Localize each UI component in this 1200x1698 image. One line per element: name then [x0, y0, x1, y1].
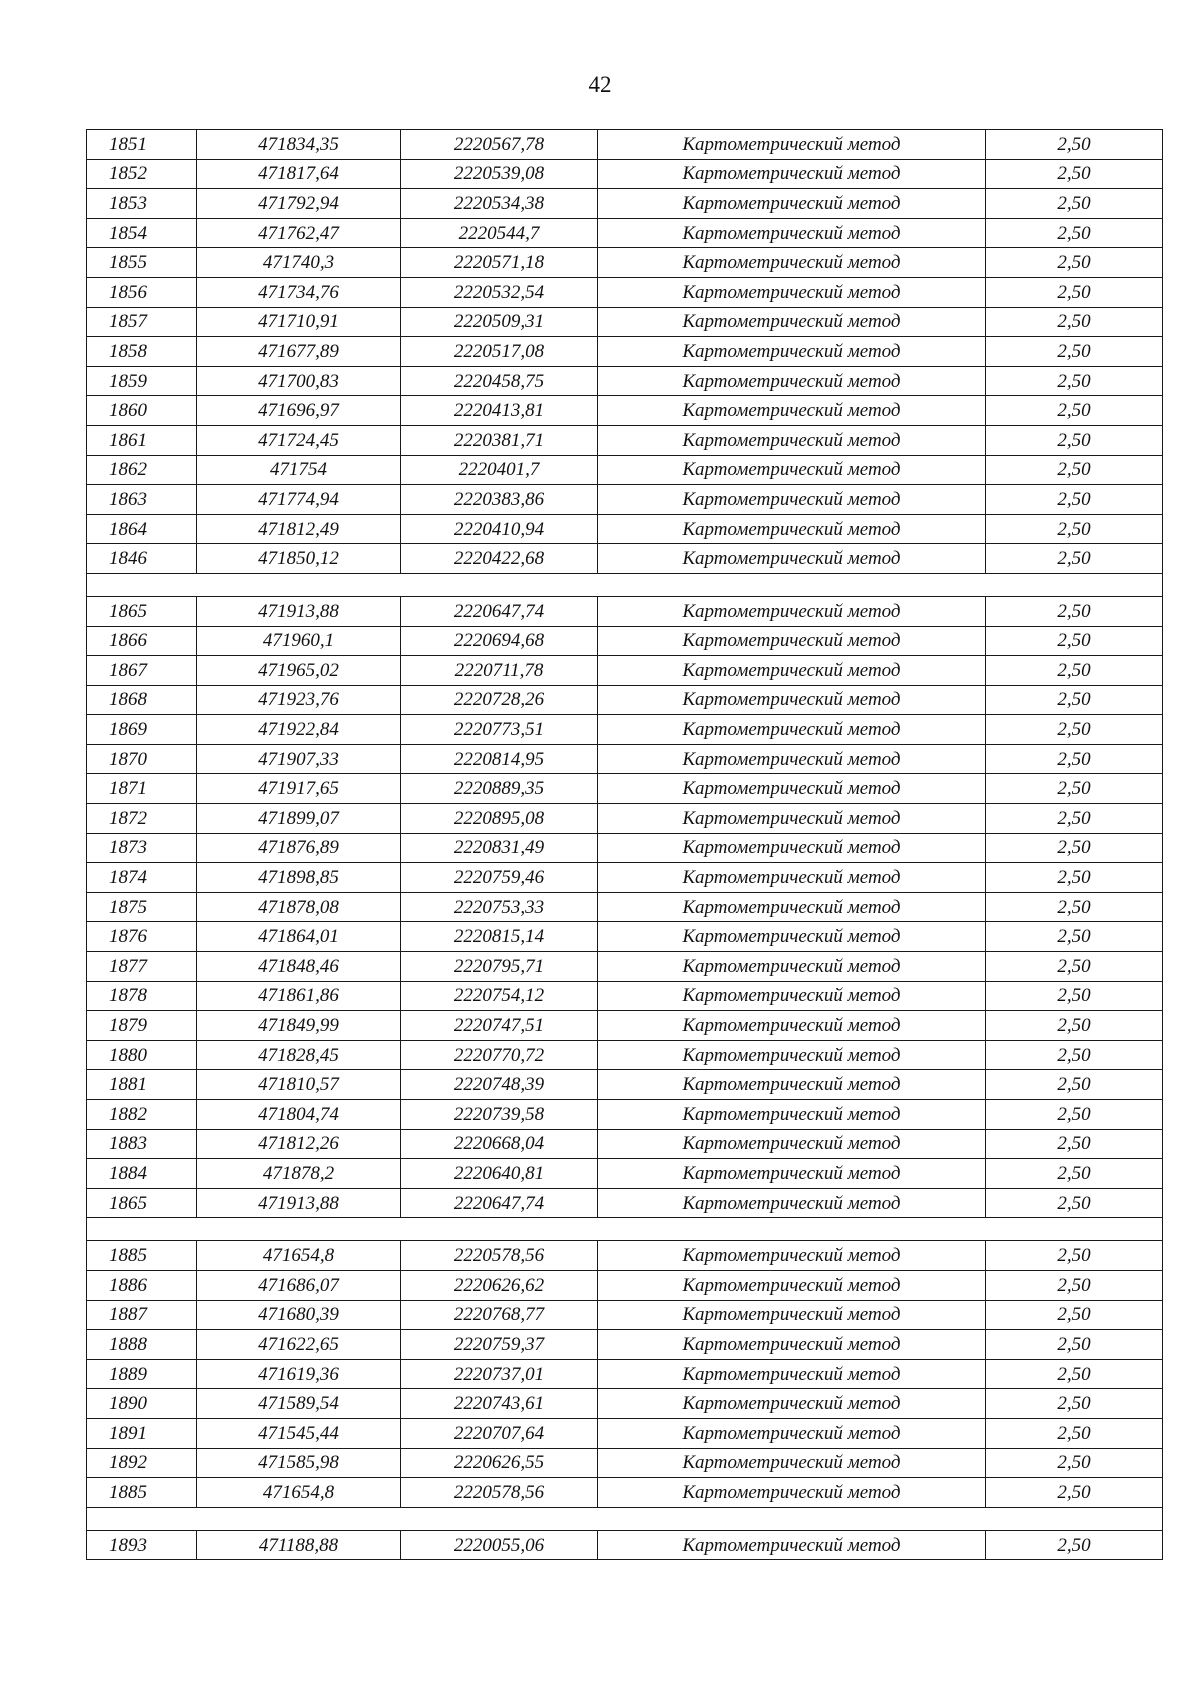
- method-cell: Картометрический метод: [598, 396, 986, 426]
- method-cell: Картометрический метод: [598, 1270, 986, 1300]
- accuracy-cell: 2,50: [986, 514, 1163, 544]
- table-row: [87, 514, 1163, 544]
- x-coordinate-cell: 471850,12: [197, 544, 401, 574]
- table-row: [87, 1330, 1163, 1360]
- y-coordinate-cell: 2220753,33: [401, 892, 598, 922]
- accuracy-cell: 2,50: [986, 596, 1163, 626]
- method-cell: Картометрический метод: [598, 485, 986, 515]
- table-row: [87, 1070, 1163, 1100]
- x-coordinate-cell: 471878,2: [197, 1159, 401, 1189]
- point-number-cell: 1890: [87, 1389, 197, 1419]
- point-number-cell: 1863: [87, 485, 197, 515]
- x-coordinate-cell: 471898,85: [197, 863, 401, 893]
- point-number-cell: 1852: [87, 159, 197, 189]
- method-cell: Картометрический метод: [598, 1159, 986, 1189]
- method-cell: Картометрический метод: [598, 307, 986, 337]
- point-number-cell: 1864: [87, 514, 197, 544]
- table-row: [87, 1530, 1163, 1560]
- table-row: [87, 1100, 1163, 1130]
- accuracy-cell: 2,50: [986, 1159, 1163, 1189]
- accuracy-cell: 2,50: [986, 656, 1163, 686]
- x-coordinate-cell: 471654,8: [197, 1241, 401, 1271]
- accuracy-cell: 2,50: [986, 248, 1163, 278]
- x-coordinate-cell: 471680,39: [197, 1300, 401, 1330]
- accuracy-cell: 2,50: [986, 833, 1163, 863]
- table-row: [87, 1359, 1163, 1389]
- table-row: [87, 1389, 1163, 1419]
- accuracy-cell: 2,50: [986, 189, 1163, 219]
- y-coordinate-cell: 2220383,86: [401, 485, 598, 515]
- x-coordinate-cell: 471913,88: [197, 1188, 401, 1218]
- method-cell: Картометрический метод: [598, 337, 986, 367]
- y-coordinate-cell: 2220707,64: [401, 1418, 598, 1448]
- point-number-cell: 1875: [87, 892, 197, 922]
- x-coordinate-cell: 471907,33: [197, 744, 401, 774]
- contour-separator-row: [87, 1218, 1163, 1241]
- accuracy-cell: 2,50: [986, 455, 1163, 485]
- x-coordinate-cell: 471740,3: [197, 248, 401, 278]
- point-number-cell: 1884: [87, 1159, 197, 1189]
- method-cell: Картометрический метод: [598, 1389, 986, 1419]
- x-coordinate-cell: 471965,02: [197, 656, 401, 686]
- y-coordinate-cell: 2220567,78: [401, 130, 598, 160]
- method-cell: Картометрический метод: [598, 892, 986, 922]
- accuracy-cell: 2,50: [986, 626, 1163, 656]
- point-number-cell: 1874: [87, 863, 197, 893]
- y-coordinate-cell: 2220754,12: [401, 981, 598, 1011]
- accuracy-cell: 2,50: [986, 1241, 1163, 1271]
- table-row: [87, 1188, 1163, 1218]
- accuracy-cell: 2,50: [986, 804, 1163, 834]
- table-row: [87, 744, 1163, 774]
- point-number-cell: 1871: [87, 774, 197, 804]
- y-coordinate-cell: 2220739,58: [401, 1100, 598, 1130]
- x-coordinate-cell: 471834,35: [197, 130, 401, 160]
- table-row: [87, 715, 1163, 745]
- y-coordinate-cell: 2220814,95: [401, 744, 598, 774]
- table-row: [87, 952, 1163, 982]
- y-coordinate-cell: 2220728,26: [401, 685, 598, 715]
- point-number-cell: 1858: [87, 337, 197, 367]
- y-coordinate-cell: 2220711,78: [401, 656, 598, 686]
- point-number-cell: 1885: [87, 1241, 197, 1271]
- y-coordinate-cell: 2220795,71: [401, 952, 598, 982]
- point-number-cell: 1851: [87, 130, 197, 160]
- point-number-cell: 1855: [87, 248, 197, 278]
- table-row: [87, 833, 1163, 863]
- x-coordinate-cell: 471923,76: [197, 685, 401, 715]
- y-coordinate-cell: 2220544,7: [401, 218, 598, 248]
- method-cell: Картометрический метод: [598, 1188, 986, 1218]
- point-number-cell: 1846: [87, 544, 197, 574]
- point-number-cell: 1860: [87, 396, 197, 426]
- y-coordinate-cell: 2220748,39: [401, 1070, 598, 1100]
- method-cell: Картометрический метод: [598, 1530, 986, 1560]
- x-coordinate-cell: 471848,46: [197, 952, 401, 982]
- table-row: [87, 366, 1163, 396]
- accuracy-cell: 2,50: [986, 863, 1163, 893]
- y-coordinate-cell: 2220578,56: [401, 1241, 598, 1271]
- method-cell: Картометрический метод: [598, 685, 986, 715]
- y-coordinate-cell: 2220668,04: [401, 1129, 598, 1159]
- table-row: [87, 804, 1163, 834]
- accuracy-cell: 2,50: [986, 1100, 1163, 1130]
- table-row: [87, 774, 1163, 804]
- contour-separator-row: [87, 573, 1163, 596]
- accuracy-cell: 2,50: [986, 1530, 1163, 1560]
- y-coordinate-cell: 2220626,62: [401, 1270, 598, 1300]
- point-number-cell: 1889: [87, 1359, 197, 1389]
- accuracy-cell: 2,50: [986, 1300, 1163, 1330]
- method-cell: Картометрический метод: [598, 366, 986, 396]
- separator-cell: [87, 1218, 1163, 1241]
- method-cell: Картометрический метод: [598, 277, 986, 307]
- point-number-cell: 1877: [87, 952, 197, 982]
- table-row: [87, 1448, 1163, 1478]
- point-number-cell: 1853: [87, 189, 197, 219]
- point-number-cell: 1888: [87, 1330, 197, 1360]
- y-coordinate-cell: 2220770,72: [401, 1040, 598, 1070]
- method-cell: Картометрический метод: [598, 774, 986, 804]
- method-cell: Картометрический метод: [598, 455, 986, 485]
- table-row: [87, 863, 1163, 893]
- table-row: [87, 277, 1163, 307]
- table-row: [87, 1129, 1163, 1159]
- table-row: [87, 656, 1163, 686]
- point-number-cell: 1870: [87, 744, 197, 774]
- accuracy-cell: 2,50: [986, 715, 1163, 745]
- method-cell: Картометрический метод: [598, 656, 986, 686]
- coordinates-table-body: [87, 130, 1163, 1560]
- method-cell: Картометрический метод: [598, 863, 986, 893]
- method-cell: Картометрический метод: [598, 1070, 986, 1100]
- accuracy-cell: 2,50: [986, 1418, 1163, 1448]
- y-coordinate-cell: 2220413,81: [401, 396, 598, 426]
- accuracy-cell: 2,50: [986, 892, 1163, 922]
- method-cell: Картометрический метод: [598, 130, 986, 160]
- y-coordinate-cell: 2220640,81: [401, 1159, 598, 1189]
- accuracy-cell: 2,50: [986, 744, 1163, 774]
- accuracy-cell: 2,50: [986, 277, 1163, 307]
- table-row: [87, 425, 1163, 455]
- y-coordinate-cell: 2220509,31: [401, 307, 598, 337]
- method-cell: Картометрический метод: [598, 1011, 986, 1041]
- x-coordinate-cell: 471804,74: [197, 1100, 401, 1130]
- separator-cell: [87, 1507, 1163, 1530]
- x-coordinate-cell: 471810,57: [197, 1070, 401, 1100]
- point-number-cell: 1866: [87, 626, 197, 656]
- accuracy-cell: 2,50: [986, 1359, 1163, 1389]
- point-number-cell: 1886: [87, 1270, 197, 1300]
- x-coordinate-cell: 471700,83: [197, 366, 401, 396]
- method-cell: Картометрический метод: [598, 626, 986, 656]
- table-row: [87, 1011, 1163, 1041]
- point-number-cell: 1893: [87, 1530, 197, 1560]
- x-coordinate-cell: 471812,49: [197, 514, 401, 544]
- table-row: [87, 1270, 1163, 1300]
- accuracy-cell: 2,50: [986, 774, 1163, 804]
- point-number-cell: 1876: [87, 922, 197, 952]
- x-coordinate-cell: 471585,98: [197, 1448, 401, 1478]
- x-coordinate-cell: 471754: [197, 455, 401, 485]
- accuracy-cell: 2,50: [986, 952, 1163, 982]
- x-coordinate-cell: 471724,45: [197, 425, 401, 455]
- x-coordinate-cell: 471922,84: [197, 715, 401, 745]
- table-row: [87, 485, 1163, 515]
- y-coordinate-cell: 2220768,77: [401, 1300, 598, 1330]
- point-number-cell: 1856: [87, 277, 197, 307]
- accuracy-cell: 2,50: [986, 337, 1163, 367]
- y-coordinate-cell: 2220534,38: [401, 189, 598, 219]
- table-row: [87, 981, 1163, 1011]
- table-row: [87, 596, 1163, 626]
- y-coordinate-cell: 2220458,75: [401, 366, 598, 396]
- point-number-cell: 1859: [87, 366, 197, 396]
- method-cell: Картометрический метод: [598, 159, 986, 189]
- accuracy-cell: 2,50: [986, 485, 1163, 515]
- y-coordinate-cell: 2220759,46: [401, 863, 598, 893]
- point-number-cell: 1872: [87, 804, 197, 834]
- method-cell: Картометрический метод: [598, 744, 986, 774]
- y-coordinate-cell: 2220571,18: [401, 248, 598, 278]
- accuracy-cell: 2,50: [986, 544, 1163, 574]
- x-coordinate-cell: 471710,91: [197, 307, 401, 337]
- method-cell: Картометрический метод: [598, 1100, 986, 1130]
- method-cell: Картометрический метод: [598, 425, 986, 455]
- method-cell: Картометрический метод: [598, 1330, 986, 1360]
- accuracy-cell: 2,50: [986, 981, 1163, 1011]
- separator-cell: [87, 573, 1163, 596]
- y-coordinate-cell: 2220895,08: [401, 804, 598, 834]
- accuracy-cell: 2,50: [986, 1070, 1163, 1100]
- accuracy-cell: 2,50: [986, 218, 1163, 248]
- table-row: [87, 1418, 1163, 1448]
- point-number-cell: 1881: [87, 1070, 197, 1100]
- page-number: 42: [588, 72, 612, 97]
- y-coordinate-cell: 2220401,7: [401, 455, 598, 485]
- point-number-cell: 1868: [87, 685, 197, 715]
- y-coordinate-cell: 2220381,71: [401, 425, 598, 455]
- x-coordinate-cell: 471734,76: [197, 277, 401, 307]
- method-cell: Картометрический метод: [598, 952, 986, 982]
- y-coordinate-cell: 2220539,08: [401, 159, 598, 189]
- y-coordinate-cell: 2220626,55: [401, 1448, 598, 1478]
- method-cell: Картометрический метод: [598, 596, 986, 626]
- x-coordinate-cell: 471960,1: [197, 626, 401, 656]
- y-coordinate-cell: 2220578,56: [401, 1478, 598, 1508]
- accuracy-cell: 2,50: [986, 130, 1163, 160]
- method-cell: Картометрический метод: [598, 922, 986, 952]
- accuracy-cell: 2,50: [986, 1129, 1163, 1159]
- table-row: [87, 218, 1163, 248]
- y-coordinate-cell: 2220773,51: [401, 715, 598, 745]
- table-row: [87, 396, 1163, 426]
- table-row: [87, 159, 1163, 189]
- method-cell: Картометрический метод: [598, 833, 986, 863]
- x-coordinate-cell: 471828,45: [197, 1040, 401, 1070]
- point-number-cell: 1857: [87, 307, 197, 337]
- y-coordinate-cell: 2220694,68: [401, 626, 598, 656]
- x-coordinate-cell: 471817,64: [197, 159, 401, 189]
- y-coordinate-cell: 2220422,68: [401, 544, 598, 574]
- y-coordinate-cell: 2220815,14: [401, 922, 598, 952]
- y-coordinate-cell: 2220831,49: [401, 833, 598, 863]
- method-cell: Картометрический метод: [598, 981, 986, 1011]
- accuracy-cell: 2,50: [986, 159, 1163, 189]
- x-coordinate-cell: 471654,8: [197, 1478, 401, 1508]
- accuracy-cell: 2,50: [986, 1270, 1163, 1300]
- point-number-cell: 1862: [87, 455, 197, 485]
- table-row: [87, 626, 1163, 656]
- point-number-cell: 1865: [87, 1188, 197, 1218]
- x-coordinate-cell: 471774,94: [197, 485, 401, 515]
- x-coordinate-cell: 471188,88: [197, 1530, 401, 1560]
- x-coordinate-cell: 471686,07: [197, 1270, 401, 1300]
- x-coordinate-cell: 471849,99: [197, 1011, 401, 1041]
- point-number-cell: 1891: [87, 1418, 197, 1448]
- y-coordinate-cell: 2220743,61: [401, 1389, 598, 1419]
- method-cell: Картометрический метод: [598, 1478, 986, 1508]
- y-coordinate-cell: 2220410,94: [401, 514, 598, 544]
- y-coordinate-cell: 2220532,54: [401, 277, 598, 307]
- x-coordinate-cell: 471677,89: [197, 337, 401, 367]
- accuracy-cell: 2,50: [986, 922, 1163, 952]
- method-cell: Картометрический метод: [598, 1418, 986, 1448]
- method-cell: Картометрический метод: [598, 544, 986, 574]
- y-coordinate-cell: 2220517,08: [401, 337, 598, 367]
- y-coordinate-cell: 2220737,01: [401, 1359, 598, 1389]
- x-coordinate-cell: 471696,97: [197, 396, 401, 426]
- table-row: [87, 189, 1163, 219]
- method-cell: Картометрический метод: [598, 1359, 986, 1389]
- x-coordinate-cell: 471812,26: [197, 1129, 401, 1159]
- table-row: [87, 307, 1163, 337]
- x-coordinate-cell: 471913,88: [197, 596, 401, 626]
- accuracy-cell: 2,50: [986, 685, 1163, 715]
- x-coordinate-cell: 471622,65: [197, 1330, 401, 1360]
- method-cell: Картометрический метод: [598, 218, 986, 248]
- x-coordinate-cell: 471589,54: [197, 1389, 401, 1419]
- method-cell: Картометрический метод: [598, 514, 986, 544]
- table-row: [87, 1300, 1163, 1330]
- y-coordinate-cell: 2220055,06: [401, 1530, 598, 1560]
- point-number-cell: 1865: [87, 596, 197, 626]
- accuracy-cell: 2,50: [986, 1040, 1163, 1070]
- accuracy-cell: 2,50: [986, 366, 1163, 396]
- point-number-cell: 1892: [87, 1448, 197, 1478]
- point-number-cell: 1882: [87, 1100, 197, 1130]
- x-coordinate-cell: 471899,07: [197, 804, 401, 834]
- point-number-cell: 1861: [87, 425, 197, 455]
- table-row: [87, 130, 1163, 160]
- accuracy-cell: 2,50: [986, 1478, 1163, 1508]
- x-coordinate-cell: 471762,47: [197, 218, 401, 248]
- coordinates-table: [86, 129, 1163, 1560]
- accuracy-cell: 2,50: [986, 1188, 1163, 1218]
- method-cell: Картометрический метод: [598, 1448, 986, 1478]
- table-row: [87, 544, 1163, 574]
- accuracy-cell: 2,50: [986, 307, 1163, 337]
- table-row: [87, 1478, 1163, 1508]
- x-coordinate-cell: 471917,65: [197, 774, 401, 804]
- table-row: [87, 1241, 1163, 1271]
- method-cell: Картометрический метод: [598, 1040, 986, 1070]
- point-number-cell: 1879: [87, 1011, 197, 1041]
- y-coordinate-cell: 2220747,51: [401, 1011, 598, 1041]
- method-cell: Картометрический метод: [598, 1300, 986, 1330]
- point-number-cell: 1885: [87, 1478, 197, 1508]
- point-number-cell: 1873: [87, 833, 197, 863]
- method-cell: Картометрический метод: [598, 1241, 986, 1271]
- point-number-cell: 1869: [87, 715, 197, 745]
- table-row: [87, 455, 1163, 485]
- table-row: [87, 248, 1163, 278]
- x-coordinate-cell: 471861,86: [197, 981, 401, 1011]
- point-number-cell: 1854: [87, 218, 197, 248]
- x-coordinate-cell: 471878,08: [197, 892, 401, 922]
- table-row: [87, 922, 1163, 952]
- table-row: [87, 337, 1163, 367]
- y-coordinate-cell: 2220889,35: [401, 774, 598, 804]
- table-row: [87, 892, 1163, 922]
- table-row: [87, 685, 1163, 715]
- method-cell: Картометрический метод: [598, 715, 986, 745]
- x-coordinate-cell: 471792,94: [197, 189, 401, 219]
- x-coordinate-cell: 471864,01: [197, 922, 401, 952]
- table-row: [87, 1040, 1163, 1070]
- accuracy-cell: 2,50: [986, 1389, 1163, 1419]
- x-coordinate-cell: 471876,89: [197, 833, 401, 863]
- method-cell: Картометрический метод: [598, 189, 986, 219]
- x-coordinate-cell: 471545,44: [197, 1418, 401, 1448]
- accuracy-cell: 2,50: [986, 425, 1163, 455]
- point-number-cell: 1867: [87, 656, 197, 686]
- x-coordinate-cell: 471619,36: [197, 1359, 401, 1389]
- y-coordinate-cell: 2220647,74: [401, 596, 598, 626]
- table-row: [87, 1159, 1163, 1189]
- accuracy-cell: 2,50: [986, 396, 1163, 426]
- point-number-cell: 1883: [87, 1129, 197, 1159]
- point-number-cell: 1887: [87, 1300, 197, 1330]
- y-coordinate-cell: 2220759,37: [401, 1330, 598, 1360]
- accuracy-cell: 2,50: [986, 1011, 1163, 1041]
- accuracy-cell: 2,50: [986, 1448, 1163, 1478]
- method-cell: Картометрический метод: [598, 248, 986, 278]
- point-number-cell: 1880: [87, 1040, 197, 1070]
- contour-separator-row: [87, 1507, 1163, 1530]
- y-coordinate-cell: 2220647,74: [401, 1188, 598, 1218]
- accuracy-cell: 2,50: [986, 1330, 1163, 1360]
- method-cell: Картометрический метод: [598, 1129, 986, 1159]
- method-cell: Картометрический метод: [598, 804, 986, 834]
- point-number-cell: 1878: [87, 981, 197, 1011]
